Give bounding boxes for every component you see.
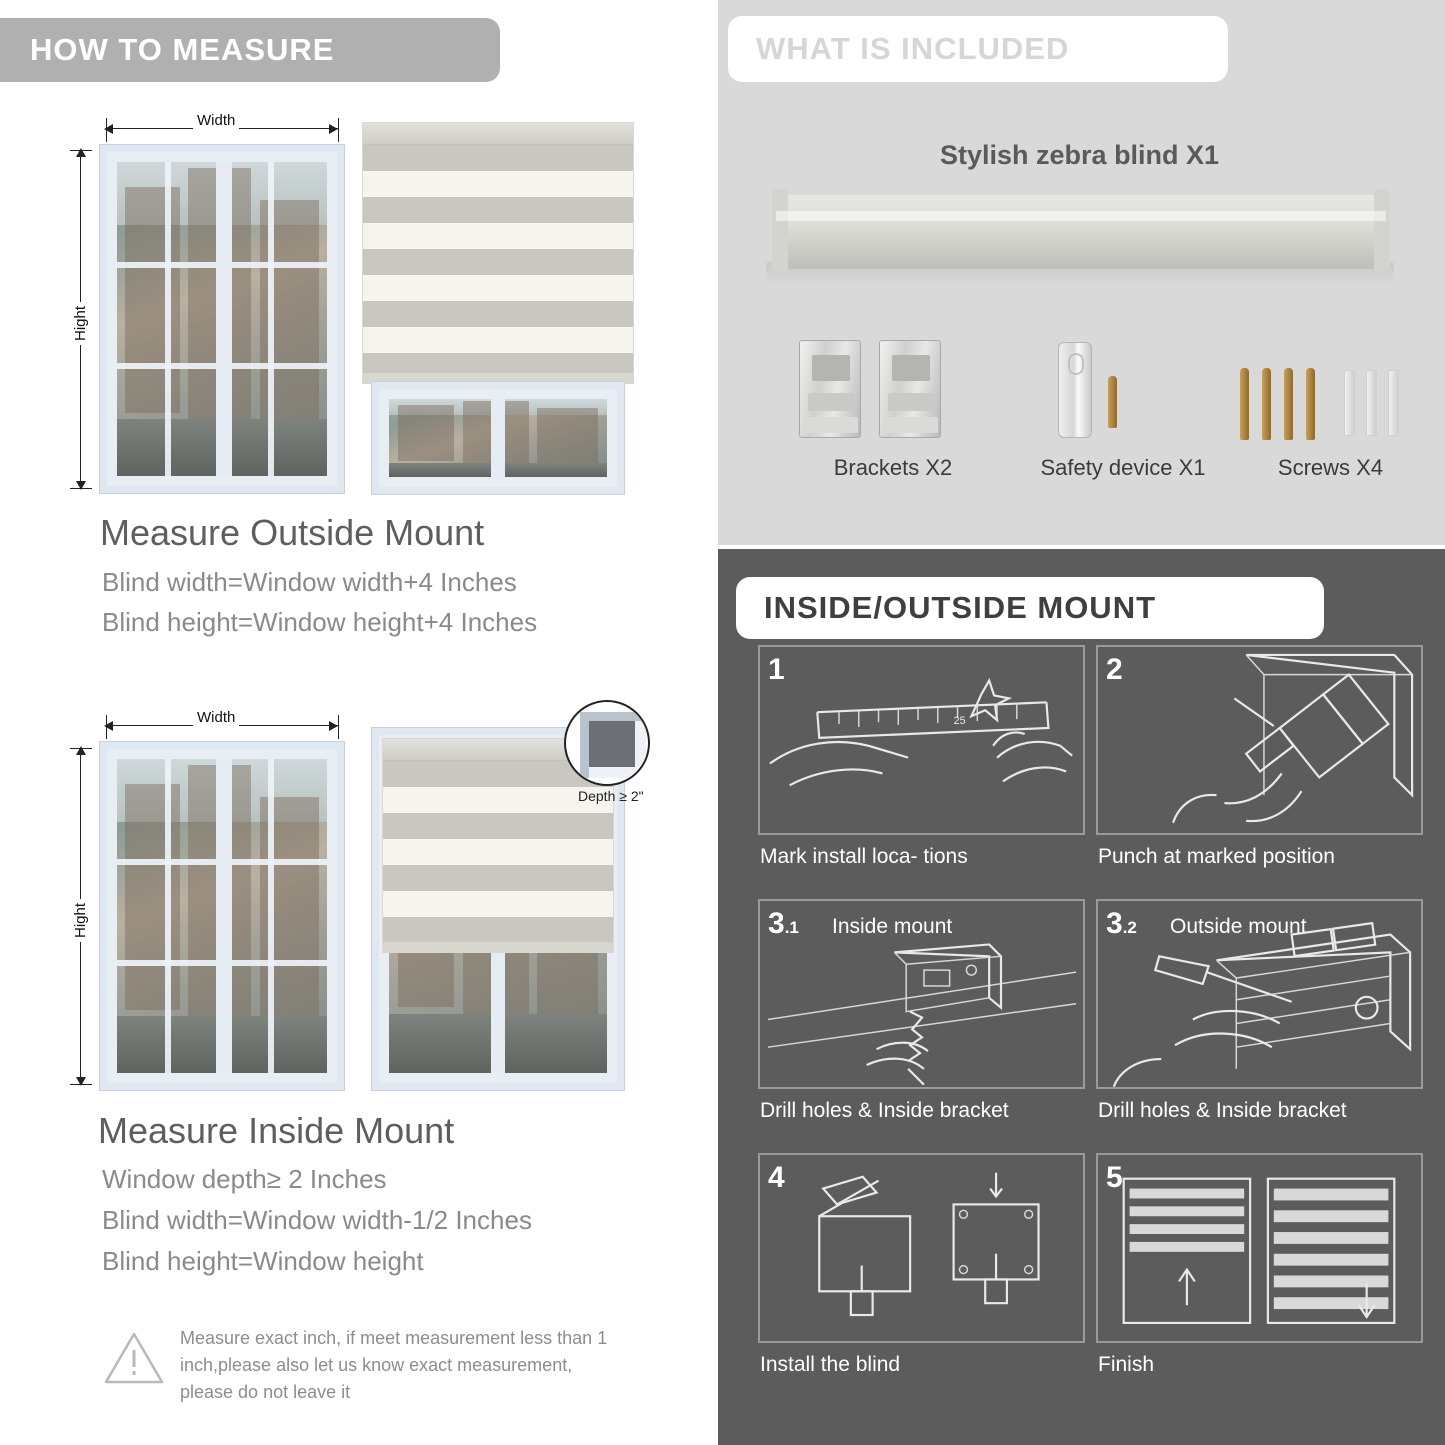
step-5-number: 5 <box>1106 1161 1123 1194</box>
height-tick-bottom-outside <box>70 488 92 489</box>
zebra-blind-product <box>776 195 1386 265</box>
screw-icon-4 <box>1306 368 1315 440</box>
step-3-1-number: 3.1 <box>768 907 799 940</box>
step-1-illustration <box>760 647 1083 835</box>
step-5-caption: Finish <box>1098 1353 1155 1376</box>
warning-triangle-icon <box>103 1330 165 1386</box>
safety-device-caption: Safety device X1 <box>1040 455 1206 480</box>
outside-mount-line-1: Blind width=Window width+4 Inches <box>102 567 517 597</box>
safety-device-part <box>1008 340 1238 481</box>
step-3-2-illustration <box>1098 901 1421 1089</box>
step-1-number: 1 <box>768 653 785 686</box>
window-outside-mount <box>100 145 344 493</box>
building-left <box>125 187 180 413</box>
screw-icon-1 <box>1240 368 1249 440</box>
blind-hem-inside <box>383 942 613 952</box>
step-3-2-subtitle: Outside mount <box>1170 915 1307 938</box>
depth-detail-circle <box>564 700 650 786</box>
street-region-3 <box>117 1016 327 1073</box>
brackets-caption: Brackets X2 <box>833 455 953 480</box>
width-tick-left-inside <box>106 715 107 739</box>
depth-label: Depth ≥ 2" <box>578 788 644 804</box>
width-tick-right-inside <box>338 715 339 739</box>
inside-mount-title: Measure Inside Mount <box>98 1110 455 1151</box>
building-right-3 <box>260 797 319 1017</box>
step-2-caption: Punch at marked position <box>1098 845 1335 868</box>
bracket-icon-1 <box>799 340 861 438</box>
window-behind-blind-outside <box>372 382 624 494</box>
anchor-icon-3 <box>1388 370 1399 436</box>
width-tick-left-outside <box>106 118 107 142</box>
step-4-caption: Install the blind <box>760 1353 901 1376</box>
step-5 <box>1096 1153 1423 1343</box>
safety-device-icon <box>1058 342 1092 438</box>
screws-part <box>1218 340 1443 481</box>
building-center <box>188 168 251 438</box>
inside-outside-mount-panel <box>718 549 1445 1445</box>
screw-icon-3 <box>1284 368 1293 440</box>
step-5-illustration <box>1098 1155 1421 1343</box>
width-arrow-right-inside <box>329 721 338 731</box>
blind-headrail-outside <box>363 123 633 145</box>
inside-mount-line-2: Blind width=Window width-1/2 Inches <box>102 1205 532 1235</box>
what-is-included-banner: WHAT IS INCLUDED <box>728 16 1228 82</box>
blind-end-cap-right <box>1374 189 1390 271</box>
width-label-inside: Width <box>193 709 239 726</box>
how-to-measure-banner: HOW TO MEASURE <box>0 18 500 82</box>
what-is-included-panel <box>718 0 1445 545</box>
blind-bottom-rail <box>766 262 1394 284</box>
step-2 <box>1096 645 1423 835</box>
blind-end-cap-left <box>772 189 788 271</box>
street-region <box>117 419 327 476</box>
street-region-4 <box>389 1014 607 1073</box>
inside-mount-line-1: Window depth≥ 2 Inches <box>102 1164 387 1194</box>
street-region-2 <box>389 463 607 477</box>
step-3-2 <box>1096 899 1423 1089</box>
building-right <box>260 200 319 420</box>
brackets-part <box>783 340 1003 481</box>
building-right-2 <box>537 408 598 463</box>
step-2-number: 2 <box>1106 653 1123 686</box>
width-label-outside: Width <box>193 112 239 129</box>
outside-mount-line-2: Blind height=Window height+4 Inches <box>102 607 538 637</box>
window-glass-inside <box>117 759 327 1073</box>
building-center-3 <box>188 765 251 1035</box>
outside-mount-title: Measure Outside Mount <box>100 512 485 553</box>
how-to-measure-panel <box>0 0 712 1445</box>
step-2-illustration <box>1098 647 1421 835</box>
step-3-2-number: 3.2 <box>1106 907 1137 940</box>
inside-mount-line-3: Blind height=Window height <box>102 1246 424 1276</box>
step-4 <box>758 1153 1085 1343</box>
width-arrow-right-outside <box>329 124 338 134</box>
building-left-3 <box>125 784 180 1010</box>
included-main-item-label: Stylish zebra blind X1 <box>940 140 1220 170</box>
building-left-2 <box>398 405 455 461</box>
step-3-1-subtitle: Inside mount <box>832 915 953 938</box>
screws-caption: Screws X4 <box>1277 455 1384 480</box>
window-glass-behind-outside <box>389 399 607 477</box>
step-3-1 <box>758 899 1085 1089</box>
step-4-number: 4 <box>768 1161 785 1194</box>
height-tick-top-outside <box>70 150 92 151</box>
step-3-1-caption: Drill holes & Inside bracket <box>760 1099 1009 1122</box>
blind-sheen <box>776 211 1386 221</box>
anchor-icon-2 <box>1366 370 1377 436</box>
depth-detail-shadow <box>589 721 635 767</box>
step-4-illustration <box>760 1155 1083 1343</box>
measure-note-text: Measure exact inch, if meet measurement less than 1 inch,please also let us know exact measurement, please do not leave it <box>180 1328 608 1402</box>
step-1-caption: Mark install loca- tions <box>760 845 968 868</box>
window-glass-outside <box>117 162 327 476</box>
svg-text:25: 25 <box>953 715 966 728</box>
zebra-blind-outside <box>362 122 634 384</box>
height-label-inside: Hight <box>72 899 89 942</box>
height-tick-top-inside <box>70 748 92 749</box>
height-label-outside: Hight <box>72 302 89 345</box>
bracket-icon-2 <box>879 340 941 438</box>
step-3-1-illustration <box>760 901 1083 1089</box>
anchor-icon-1 <box>1344 370 1355 436</box>
window-inside-mount <box>100 742 344 1090</box>
step-1 <box>758 645 1085 835</box>
inside-outside-mount-banner: INSIDE/OUTSIDE MOUNT <box>736 577 1324 639</box>
width-tick-right-outside <box>338 118 339 142</box>
safety-screw-icon <box>1108 376 1117 428</box>
height-tick-bottom-inside <box>70 1084 92 1085</box>
blind-stripes-outside <box>363 145 633 383</box>
screw-icon-2 <box>1262 368 1271 440</box>
step-3-2-caption: Drill holes & Inside bracket <box>1098 1099 1347 1122</box>
building-center-2 <box>463 401 528 468</box>
